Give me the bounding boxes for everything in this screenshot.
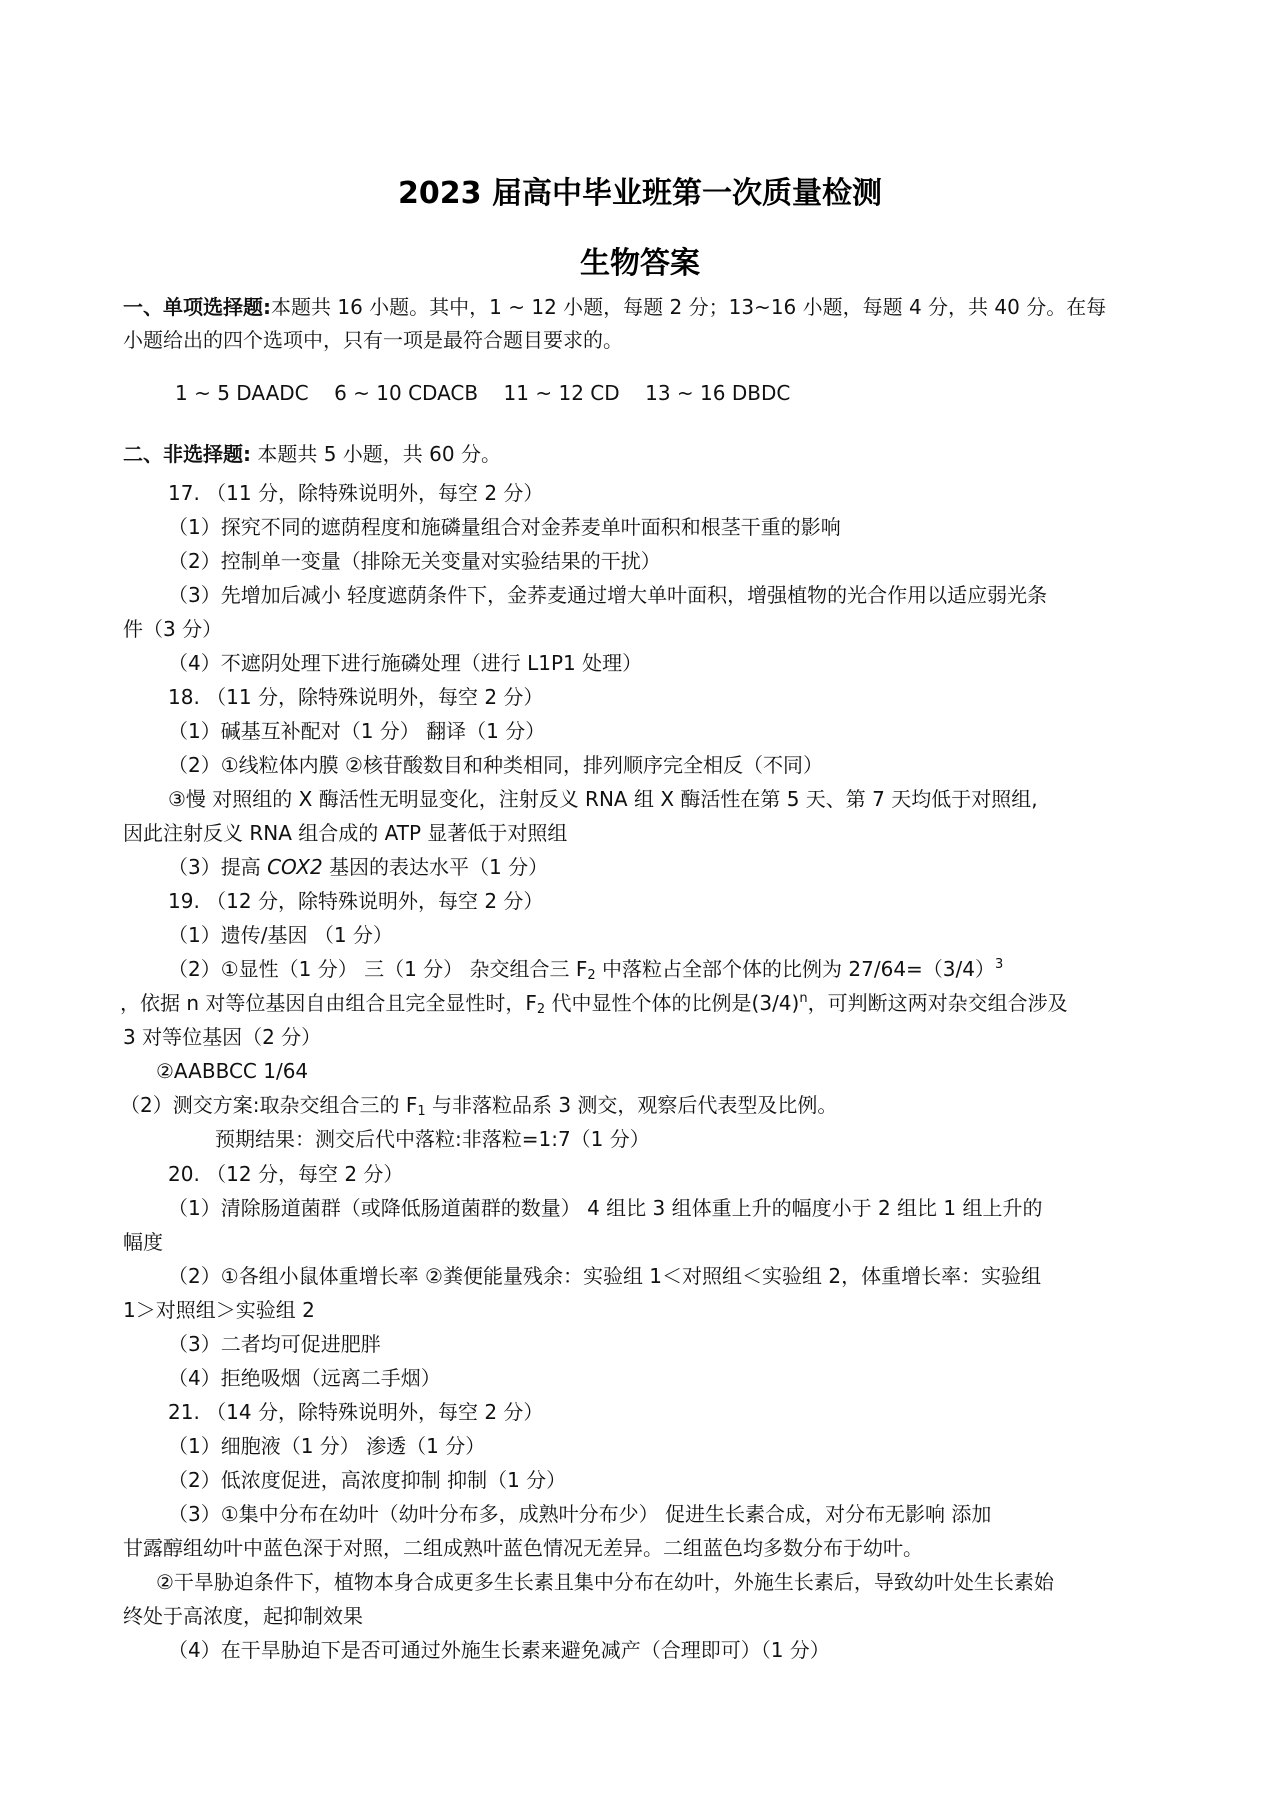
q20-line: （4）拒绝吸烟（远离二手烟） [168,1366,441,1390]
superscript: n [799,991,808,1006]
q20-header: 20. （12 分，每空 2 分） [168,1162,404,1186]
section1-desc-cont: 小题给出的四个选项中，只有一项是最符合题目要求的。 [123,328,623,352]
q18-text: （3）提高 [168,855,268,879]
section2-desc: 本题共 5 小题，共 60 分。 [257,442,501,466]
q18-line: ③慢 对照组的 X 酶活性无明显变化，注射反义 RNA 组 X 酶活性在第 5 天、第 7 天均低于对照组, [168,787,1038,811]
q19-header: 19. （12 分，除特殊说明外，每空 2 分） [168,889,544,913]
q18-line: （1）碱基互补配对（1 分） 翻译（1 分） [168,719,546,743]
q21-header: 21. （14 分，除特殊说明外，每空 2 分） [168,1400,544,1424]
answer-range: 11 ~ 12 [503,381,584,405]
q21-line: （1）细胞液（1 分） 渗透（1 分） [168,1434,486,1458]
q17-line: （1）探究不同的遮荫程度和施磷量组合对金荞麦单叶面积和根茎干重的影响 [168,515,841,539]
q19-text: 中落粒占全部个体的比例为 27/64=（3/4） [595,957,995,981]
q19-line [120,1088,1168,1122]
q19-text: ，依据 n 对等位基因自由组合且完全显性时，F [120,991,537,1015]
q17-line: （3）先增加后减小 轻度遮荫条件下，金荞麦通过增大单叶面积，增强植物的光合作用以适应弱光条 [168,583,1048,607]
q21-line: ②干旱胁迫条件下，植物本身合成更多生长素且集中分布在幼叶，外施生长素后，导致幼叶处生长素始 [156,1570,1054,1594]
page-subtitle: 生物答案 [580,246,700,281]
q17-line: （4）不遮阴处理下进行施磷处理（进行 L1P1 处理） [168,651,643,675]
q21-line: 终处于高浓度，起抑制效果 [123,1604,363,1628]
q18-line: 因此注射反义 RNA 组合成的 ATP 显著低于对照组 [123,821,568,845]
q18-header: 18. （11 分，除特殊说明外，每空 2 分） [168,685,544,709]
subscript: 2 [536,1002,546,1017]
q21-line: （4）在干旱胁迫下是否可通过外施生长素来避免减产（合理即可）（1 分） [168,1638,830,1662]
q18-line [168,850,1216,884]
q17-line: （2）控制单一变量（排除无关变量对实验结果的干扰） [168,549,661,573]
q19-line: 预期结果：测交后代中落粒:非落粒=1:7（1 分） [215,1127,650,1151]
answer-range: 13 ~ 16 [645,381,726,405]
q17-line: 件（3 分） [123,617,223,641]
q18-line: （2）①线粒体内膜 ②核苷酸数目和种类相同，排列顺序完全相反（不同） [168,753,823,777]
page-title: 2023 届高中毕业班第一次质量检测 [398,176,882,211]
q21-line: 甘露醇组幼叶中蓝色深于对照，二组成熟叶蓝色情况无差异。二组蓝色均多数分布于幼叶。 [123,1536,923,1560]
q19-text: 与非落粒品系 3 测交，观察后代表型及比例。 [425,1093,838,1117]
q18-text: 基因的表达水平（1 分） [322,855,549,879]
q21-line: （3）①集中分布在幼叶（幼叶分布多，成熟叶分布少） 促进生长素合成，对分布无影响 添加 [168,1502,992,1526]
q19-text: （2）①显性（1 分） 三（1 分） 杂交组合三 F [168,957,588,981]
q19-text: （2）测交方案:取杂交组合三的 F [120,1093,418,1117]
answer-range: 1 ~ 5 [175,381,230,405]
mc-answers [175,376,1223,410]
section1-heading: 一、单项选择题: [123,295,271,319]
section1-intro [123,290,1171,324]
answer-letters: DAADC [236,381,309,405]
q20-line: （1）清除肠道菌群（或降低肠道菌群的数量） 4 组比 3 组体重上升的幅度小于 2 组比 1 组上升的 [168,1196,1043,1220]
q19-line [120,986,1168,1020]
answer-letters: CD [590,381,620,405]
q20-line: 幅度 [123,1230,163,1254]
superscript: 3 [994,957,1004,972]
q19-line: （1）遗传/基因 （1 分） [168,923,393,947]
q19-line [168,952,1216,986]
section1-desc: 本题共 16 小题。其中，1 ~ 12 小题，每题 2 分；13~16 小题，每题 4 分，共 40 分。在每 [271,295,1107,319]
section2-heading: 二、非选择题: [123,442,251,466]
q19-text: ，可判断这两对杂交组合涉及 [807,991,1068,1015]
answer-letters: CDACB [408,381,479,405]
q20-line: 1＞对照组＞实验组 2 [123,1298,315,1322]
answer-range: 6 ~ 10 [334,381,402,405]
q21-line: （2）低浓度促进，高浓度抑制 抑制（1 分） [168,1468,567,1492]
gene-name: COX2 [267,855,323,879]
subscript: 1 [417,1104,426,1119]
section2-intro [123,437,1171,471]
answer-letters: DBDC [731,381,791,405]
q17-header: 17. （11 分，除特殊说明外，每空 2 分） [168,481,544,505]
q19-text: 代中显性个体的比例是(3/4) [545,991,800,1015]
q20-line: （3）二者均可促进肥胖 [168,1332,381,1356]
q20-line: （2）①各组小鼠体重增长率 ②粪便能量残余：实验组 1＜对照组＜实验组 2，体重增长率：实验组 [168,1264,1042,1288]
q19-line: ②AABBCC 1/64 [156,1059,309,1083]
q19-line: 3 对等位基因（2 分） [123,1025,322,1049]
subscript: 2 [587,968,596,983]
